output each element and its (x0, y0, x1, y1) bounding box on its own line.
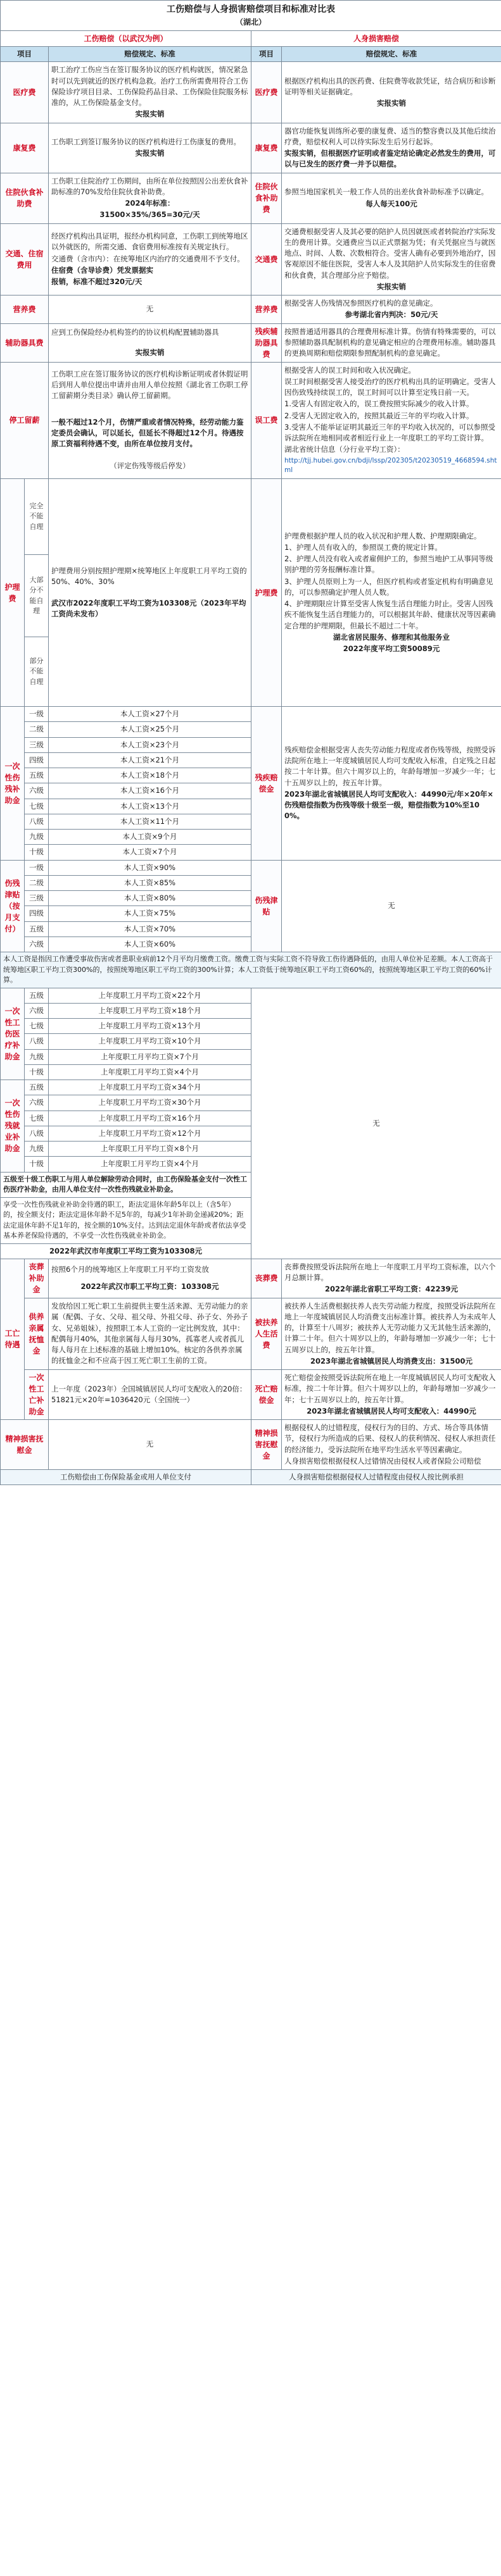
allowance-grade-value: 本人工资×85% (49, 875, 251, 890)
stop-work-right-1: 根据受害人的误工时间和收入状况确定。 (284, 365, 415, 375)
rehab-right-label: 康复费 (251, 123, 282, 173)
medical-subsidy-grade: 六级 (25, 1003, 49, 1018)
row-rehab (1, 123, 501, 173)
disability-grade-value: 本人工资×9个月 (49, 830, 251, 845)
stop-work-left-note: （评定伤残等级后停发） (110, 461, 190, 471)
nursing-right-label: 护理费 (251, 479, 282, 707)
funeral-left-std: 2022年武汉市职工平均工资：103308元 (80, 1282, 219, 1291)
medical-subsidy-value: 上年度职工月平均工资×7个月 (49, 1049, 251, 1064)
accommodation-right (282, 173, 501, 223)
funeral-left-text: 按照6个月的统筹地区上年度职工月平均工资发放 (51, 1264, 209, 1274)
nursing-right-3: 2、护理人员没有收入或者雇佣护工的，参照当地护工从事同等级别护理的劳务报酬标准计算。 (284, 554, 493, 575)
disability-right-std: 2023年湖北省城镇居民人均可支配收入：44990元/年×20年×伤残赔偿指数为伤残等级十级至一级，赔偿指数为10%至100%。 (284, 789, 493, 821)
disability-grade-value: 本人工资×13个月 (49, 799, 251, 814)
col-item-right: 项目 (251, 47, 282, 62)
mental-right-note: 人身损害赔偿根据侵权人过错情况由侵权人或者保险公司赔偿 (284, 1456, 481, 1465)
aids-right-label: 残疾辅助器具费 (251, 323, 282, 362)
left-section-header: 工伤赔偿（以武汉为例） (1, 31, 251, 47)
allowance-right: 无 (282, 860, 501, 952)
medical-subsidy-grade: 七级 (25, 1019, 49, 1034)
nursing-left-std: 武汉市2022年度职工平均工资为103308元（2023年平均工资尚未发布） (51, 598, 246, 618)
row-mental (1, 1420, 501, 1470)
transport-left (49, 223, 251, 296)
rehab-right-text: 器官功能恢复训练所必要的康复费、适当的整容费以及其他后续治疗费，赔偿权利人可以待实际发生后另行起诉。 (284, 126, 496, 146)
employment-subsidy-grade: 九级 (25, 1142, 49, 1157)
stop-work-left-text: 工伤职工应在签订服务协议的医疗机构诊断证明或者休假证明后到用人单位提出申请并由用人单位按照《湖北省工伤职工停工留薪期分类目录》确认停工留薪期。 (51, 369, 248, 401)
dependents-left: 发放给因工死亡职工生前提供主要生活来源、无劳动能力的亲属（配偶、子女、父母、祖父母、外祖父母、孙子女、外孙子女、兄弟姐妹），按照职工本人工资的一定比例发放，其中：配偶每月40%，其他亲属每人每月30%，孤寡老人或者孤儿每人每月在上述标准的基础上增加10%。核定的各供养亲属的抚恤金之和不应高于因工死亡职工生前的工资。 (49, 1298, 251, 1370)
row-transport (1, 223, 501, 296)
medical-subsidy-value: 上年度职工月平均工资×10个月 (49, 1034, 251, 1049)
disability-grade-label: 六级 (25, 783, 49, 799)
disability-right-label: 残疾赔偿金 (251, 707, 282, 861)
allowance-grade-value: 本人工资×70% (49, 921, 251, 936)
row-nursing-1 (1, 479, 501, 555)
grade-5-10-note: 五级至十级工伤职工与用人单位解除劳动合同时，由工伤保险基金支付一次性工伤医疗补助金，由用人单位支付一次性伤残就业补助金。 (1, 1172, 251, 1197)
mental-right (282, 1420, 501, 1470)
disability-grade-label: 九级 (25, 830, 49, 845)
stop-work-link[interactable]: http://tjj.hubei.gov.cn/bdji/lssp/202305/t20230519_4668594.shtml (284, 456, 497, 475)
medical-right-std: 实报实销 (377, 99, 407, 108)
medical-left-text: 职工治疗工伤应当在签订服务协议的医疗机构就医，情况紧急时可以先到就近的医疗机构急救。治疗工伤所需费用符合工伤保险诊疗项目目录、工伤保险药品目录、工伤保险住院服务标准的，从工伤保险基金支付。 (51, 65, 248, 107)
nutrition-right-std: 参考湖北省内判决：50元/天 (345, 310, 438, 320)
disability-grade-label: 五级 (25, 768, 49, 783)
allowance-grade-label: 二级 (25, 875, 49, 890)
disability-grade-row (1, 707, 501, 722)
disability-right-text: 残疾赔偿金根据受害人丧失劳动能力程度或者伤残等级，按照受诉法院所在地上一年度城镇居民人均可支配收入标准，自定残之日起按二十年计算。但六十周岁以上的，年龄每增加一岁减少一年；七十五周岁以上的，按五年计算。 (284, 745, 496, 787)
employment-subsidy-value: 上年度职工月平均工资×4个月 (49, 1157, 251, 1172)
stop-work-label: 停工留薪 (1, 362, 49, 479)
employment-subsidy-grade: 六级 (25, 1095, 49, 1111)
subtitle-text: （湖北） (236, 18, 267, 27)
nursing-right (282, 479, 501, 707)
one-time-death-label: 一次性工亡补助金 (25, 1370, 49, 1420)
employment-subsidy-grade: 五级 (25, 1080, 49, 1095)
transport-right-std: 实报实销 (377, 282, 407, 291)
row-nutrition (1, 296, 501, 324)
medical-subsidy-value: 上年度职工月平均工资×18个月 (49, 1003, 251, 1018)
retire-note: 享受一次性伤残就业补助金待遇的职工，距法定退休年龄5年以上（含5年）的，按全额支付；距法定退休年龄不足5年的，每减少1年补助金递减20%；距法定退休年龄不足1年的，按全额的10%支付。达到法定退休年龄或者依法享受基本养老保险待遇的，不享受一次性伤残就业补助金。 (1, 1197, 251, 1243)
rehab-label: 康复费 (1, 123, 49, 173)
stop-work-left (49, 362, 251, 479)
nursing-left-text: 护理费用分别按照护理期×统筹地区上年度职工月平均工资的50%、40%、30% (51, 566, 247, 587)
row-aids (1, 323, 501, 362)
aids-left-std: 实报实销 (135, 347, 165, 357)
nursing-label: 护理费 (1, 479, 25, 707)
row-one-time-death (1, 1370, 501, 1420)
funeral-right-std: 2022年湖北省职工平均工资：42239元 (325, 1285, 459, 1294)
nutrition-left: 无 (49, 296, 251, 324)
funeral-right-label: 丧葬费 (251, 1259, 282, 1298)
allowance-grade-label: 四级 (25, 906, 49, 921)
accommodation-right-label: 住院伙食补助费 (251, 173, 282, 223)
mental-right-text: 根据侵权人的过错程度，侵权行为的目的、方式、场合等具体情节，侵权行为所造成的后果、侵权人的获利情况、侵权人承担责任的经济能力，受诉法院所在地平均生活水平等因素确定。 (284, 1423, 496, 1454)
disability-right (282, 707, 501, 861)
employment-right: 无 (251, 988, 501, 1259)
nursing-right-1: 护理费根据护理人员的收入状况和护理人数、护理期限确定。 (284, 531, 481, 540)
medical-subsidy-value: 上年度职工月平均工资×13个月 (49, 1019, 251, 1034)
nursing-state-3: 部分不能自理 (25, 637, 49, 707)
row-salary-note (1, 952, 501, 988)
aids-right: 按照普通适用器具的合理费用标准计算。伤情有特殊需要的，可以参照辅助器具配制机构的意见确定相应的合理费用标准。辅助器具的更换周期和赔偿期限参照配制机构的意见确定。 (282, 323, 501, 362)
rehab-right-std: 实报实销，但根据医疗证明或者鉴定结论确定必然发生的费用，可以与已发生的医疗费一并予以赔偿。 (284, 149, 496, 169)
dependents-right-label: 被扶养人生活费 (251, 1298, 282, 1370)
employment-subsidy-value: 上年度职工月平均工资×12个月 (49, 1126, 251, 1141)
allowance-grade-value: 本人工资×75% (49, 906, 251, 921)
accommodation-left-text: 工伤职工住院治疗工伤期间，由所在单位按照因公出差伙食补助标准的70%发给住院伙食补助费。 (51, 176, 248, 196)
aids-left-text: 应到工伤保险经办机构签约的协议机构配置辅助器具 (51, 328, 219, 337)
employment-subsidy-value: 上年度职工月平均工资×30个月 (49, 1095, 251, 1111)
dependents-right (282, 1298, 501, 1370)
employment-subsidy-value: 上年度职工月平均工资×8个月 (49, 1142, 251, 1157)
nursing-state-1: 完全不能自理 (25, 479, 49, 555)
row-footer (1, 1470, 501, 1485)
medical-right-label: 医疗费 (251, 62, 282, 123)
row-dependents (1, 1298, 501, 1370)
medical-right (282, 62, 501, 123)
wuhan-avg-note: 2022年武汉市年度职工平均工资为103308元 (1, 1243, 251, 1259)
row-funeral (1, 1259, 501, 1298)
one-time-death-right-text: 死亡赔偿金按照受诉法院所在地上一年度城镇居民人均可支配收入标准，按二十年计算。但六十周岁以上的，年龄每增加一岁减少一年；七十五周岁以上的，按五年计算。 (284, 1373, 496, 1404)
dependents-right-std: 2023年湖北省城镇居民人均消费支出：31500元 (310, 1356, 473, 1366)
row-medical (1, 62, 501, 123)
disability-grade-label: 二级 (25, 722, 49, 737)
employment-subsidy-grade: 十级 (25, 1157, 49, 1172)
nutrition-right (282, 296, 501, 324)
allowance-grade-label: 一级 (25, 860, 49, 875)
nursing-left (49, 479, 251, 707)
medical-subsidy-value: 上年度职工月平均工资×22个月 (49, 988, 251, 1003)
salary-note: 本人工资是指因工作遭受事故伤害或者患职业病前12个月平均月缴费工资。缴费工资与实际工资不符导致工伤待遇降低的，由用人单位补足差额。本人工资高于统筹地区职工平均工资300%的，按照统筹地区职工平均工资的300%计算；本人工资低于统筹地区职工平均工资60%的，按照统筹地区职工平均工资的60%计算。 (1, 952, 501, 988)
footer-right: 人身损害赔偿根据侵权人过错程度由侵权人按比例承担 (251, 1470, 501, 1485)
one-time-death-right-label: 死亡赔偿金 (251, 1370, 282, 1420)
footer-left: 工伤赔偿由工伤保险基金或用人单位支付 (1, 1470, 251, 1485)
allowance-grade-label: 三级 (25, 891, 49, 906)
rehab-right (282, 123, 501, 173)
allowance-grade-label: 六级 (25, 936, 49, 952)
medical-subsidy-row (1, 988, 501, 1003)
accommodation-right-text: 参照当地国家机关一般工作人员的出差伙食补助标准予以确定。 (284, 187, 488, 197)
nutrition-label: 营养费 (1, 296, 49, 324)
col-item-left: 项目 (1, 47, 49, 62)
col-std-left: 赔偿规定、标准 (49, 47, 251, 62)
disability-grade-label: 七级 (25, 799, 49, 814)
aids-label: 辅助器具费 (1, 323, 49, 362)
title-text: 工伤赔偿与人身损害赔偿项目和标准对比表 (167, 4, 336, 15)
transport-left-text-1: 经医疗机构出具证明，报经办机构同意，工伤职工到统筹地区以外就医的，所需交通、食宿费用标准按有关规定执行。 (51, 232, 248, 252)
transport-right-label: 交通费 (251, 223, 282, 296)
employment-subsidy-grade: 八级 (25, 1126, 49, 1141)
employment-subsidy-value: 上年度职工月平均工资×16个月 (49, 1111, 251, 1126)
one-time-medical-label: 一次性工伤医疗补助金 (1, 988, 25, 1080)
mental-right-label: 精神损害抚慰金 (251, 1420, 282, 1470)
rehab-left-std: 实报实销 (135, 149, 165, 158)
accommodation-left-std-1: 2024年标准： (125, 199, 175, 208)
stop-work-right-4: 2.受害人无固定收入的，按照其最近三年的平均收入计算。 (284, 411, 474, 420)
nursing-state-2: 大部分不能自理 (25, 555, 49, 637)
funeral-right-text: 丧葬费按照受诉法院所在地上一年度职工月平均工资标准，以六个月总额计算。 (284, 1262, 496, 1282)
stop-work-right-2: 误工时间根据受害人接受治疗的医疗机构出具的证明确定。受害人因伤致残持续误工的，误工时间可以计算至定残日前一天。 (284, 376, 496, 397)
medical-subsidy-grade: 九级 (25, 1049, 49, 1064)
allowance-grade-row (1, 860, 501, 875)
accommodation-right-std: 每人每天100元 (365, 199, 417, 208)
right-section-header: 人身损害赔偿 (251, 31, 501, 47)
medical-subsidy-value: 上年度职工月平均工资×4个月 (49, 1064, 251, 1080)
medical-label: 医疗费 (1, 62, 49, 123)
disability-grade-label: 十级 (25, 845, 49, 860)
stop-work-link-label: 湖北省统计信息（分行业平均工资）： (284, 445, 405, 454)
medical-subsidy-grade: 五级 (25, 988, 49, 1003)
medical-subsidy-grade: 十级 (25, 1064, 49, 1080)
allowance-grade-value: 本人工资×90% (49, 860, 251, 875)
stop-work-right-5: 3.受害人不能举证证明其最近三年的平均收入状况的，可以参照受诉法院所在地相同或者相近行业上一年度职工的平均工资计算。 (284, 422, 495, 442)
funeral-left (49, 1259, 251, 1298)
mental-label: 精神损害抚慰金 (1, 1420, 49, 1470)
medical-right-text: 根据医疗机构出具的医药费、住院费等收款凭证，结合病历和诊断证明等相关证据确定。 (284, 76, 496, 96)
medical-left (49, 62, 251, 123)
allowance-right-label: 伤残津贴 (251, 860, 282, 952)
disability-grade-value: 本人工资×18个月 (49, 768, 251, 783)
mental-left: 无 (49, 1420, 251, 1470)
disability-grade-label: 八级 (25, 814, 49, 829)
transport-left-text-2: 交通费（含市内）：在统筹地区内治疗的交通费用不予支付。 (51, 254, 244, 263)
allowance-grade-value: 本人工资×60% (49, 936, 251, 952)
accommodation-left-std-2: 31500×35%/365=30元/天 (99, 210, 200, 220)
dependents-right-text: 被扶养人生活费根据扶养人丧失劳动能力程度，按照受诉法院所在地上一年度城镇居民人均消费支出标准计算。被扶养人为未成年人的，计算至十八周岁；被扶养人无劳动能力又无其他生活来源的，计算二十年。但六十周岁以上的，年龄每增加一岁减少一年；七十五周岁以上的，按五年计算。 (284, 1301, 496, 1354)
transport-left-std-2: 报销，标准不超过320元/天 (51, 277, 143, 287)
transport-label: 交通、住宿费用 (1, 223, 49, 296)
transport-right (282, 223, 501, 296)
document-title (1, 1, 501, 31)
allowance-grade-label: 五级 (25, 921, 49, 936)
one-time-death-right (282, 1370, 501, 1420)
funeral-right (282, 1259, 501, 1298)
nursing-right-2: 1、护理人员有收入的，参照误工费的规定计算。 (284, 542, 442, 552)
nursing-right-5: 4、护理期限应计算至受害人恢复生活自理能力时止。受害人因残疾不能恢复生活自理能力的，可以根据其年龄、健康状况等因素确定合理的护理期限，但最长不超过二十年。 (284, 599, 496, 630)
nutrition-right-label: 营养费 (251, 296, 282, 324)
one-time-death-right-std: 2023年湖北省城镇居民人均可支配收入：44990元 (307, 1406, 476, 1416)
transport-left-std-1: 住宿费（含导诊费）凭发票据实 (51, 265, 153, 275)
employment-subsidy-value: 上年度职工月平均工资×34个月 (49, 1080, 251, 1095)
stop-work-right-label: 误工费 (251, 362, 282, 479)
one-time-death-left: 上一年度（2023年）全国城镇居民人均可支配收入的20倍：51821元×20年=1036420元（全国统一） (49, 1370, 251, 1420)
nutrition-right-text: 根据受害人伤残情况参照医疗机构的意见确定。 (284, 299, 438, 308)
accommodation-left (49, 173, 251, 223)
employment-subsidy-grade: 七级 (25, 1111, 49, 1126)
accommodation-label: 住院伙食补助费 (1, 173, 49, 223)
nursing-right-std-2: 2022年度平均工资50089元 (343, 644, 440, 654)
dependents-label: 供养亲属抚恤金 (25, 1298, 49, 1370)
disability-grade-value: 本人工资×11个月 (49, 814, 251, 829)
medical-subsidy-grade: 八级 (25, 1034, 49, 1049)
disability-grade-value: 本人工资×23个月 (49, 737, 251, 752)
allowance-label: 伤残津贴（按月支付） (1, 860, 25, 952)
row-accommodation (1, 173, 501, 223)
disability-grade-label: 三级 (25, 737, 49, 752)
stop-work-right (282, 362, 501, 479)
rehab-left (49, 123, 251, 173)
rehab-left-text: 工伤职工到签订服务协议的医疗机构进行工伤康复的费用。 (51, 137, 241, 146)
disability-grade-value: 本人工资×21个月 (49, 752, 251, 768)
transport-right-text: 交通费根据受害人及其必要的陪护人员因就医或者转院治疗实际发生的费用计算。交通费应当以正式票据为凭；有关凭据应当与就医地点、时间、人数、次数相符合。受害人确有必要到外地治疗，因客观原因不能住医院，受害人本人及其陪护人员实际发生的住宿费和伙食费，其合理部分应予赔偿。 (284, 227, 496, 280)
col-std-right: 赔偿规定、标准 (282, 47, 501, 62)
aids-left (49, 323, 251, 362)
allowance-grade-value: 本人工资×80% (49, 891, 251, 906)
funeral-label: 丧葬补助金 (25, 1259, 49, 1298)
disability-grade-value: 本人工资×7个月 (49, 845, 251, 860)
death-group-label: 工亡待遇 (1, 1259, 25, 1419)
disability-grade-value: 本人工资×27个月 (49, 707, 251, 722)
one-time-disability-label: 一次性伤残补助金 (1, 707, 25, 861)
disability-grade-label: 四级 (25, 752, 49, 768)
disability-grade-value: 本人工资×16个月 (49, 783, 251, 799)
disability-grade-label: 一级 (25, 707, 49, 722)
stop-work-left-std: 一般不超过12个月，伤情严重或者情况特殊，经劳动能力鉴定委员会确认，可以延长，但延长不得超过12个月。待遇按原工资福利待遇不变，由所在单位按月支付。 (51, 417, 244, 449)
stop-work-right-3: 1.受害人有固定收入的，误工费按照实际减少的收入计算。 (284, 399, 474, 409)
nursing-right-std-1: 湖北省居民服务、修理和其他服务业 (333, 632, 450, 642)
one-time-employment-label: 一次性伤残就业补助金 (1, 1080, 25, 1173)
medical-left-std: 实报实销 (135, 109, 165, 119)
disability-grade-value: 本人工资×25个月 (49, 722, 251, 737)
row-stop-work (1, 362, 501, 479)
nursing-right-4: 3、护理人员原则上为一人，但医疗机构或者鉴定机构有明确意见的，可以参照确定护理人员人数。 (284, 576, 493, 597)
